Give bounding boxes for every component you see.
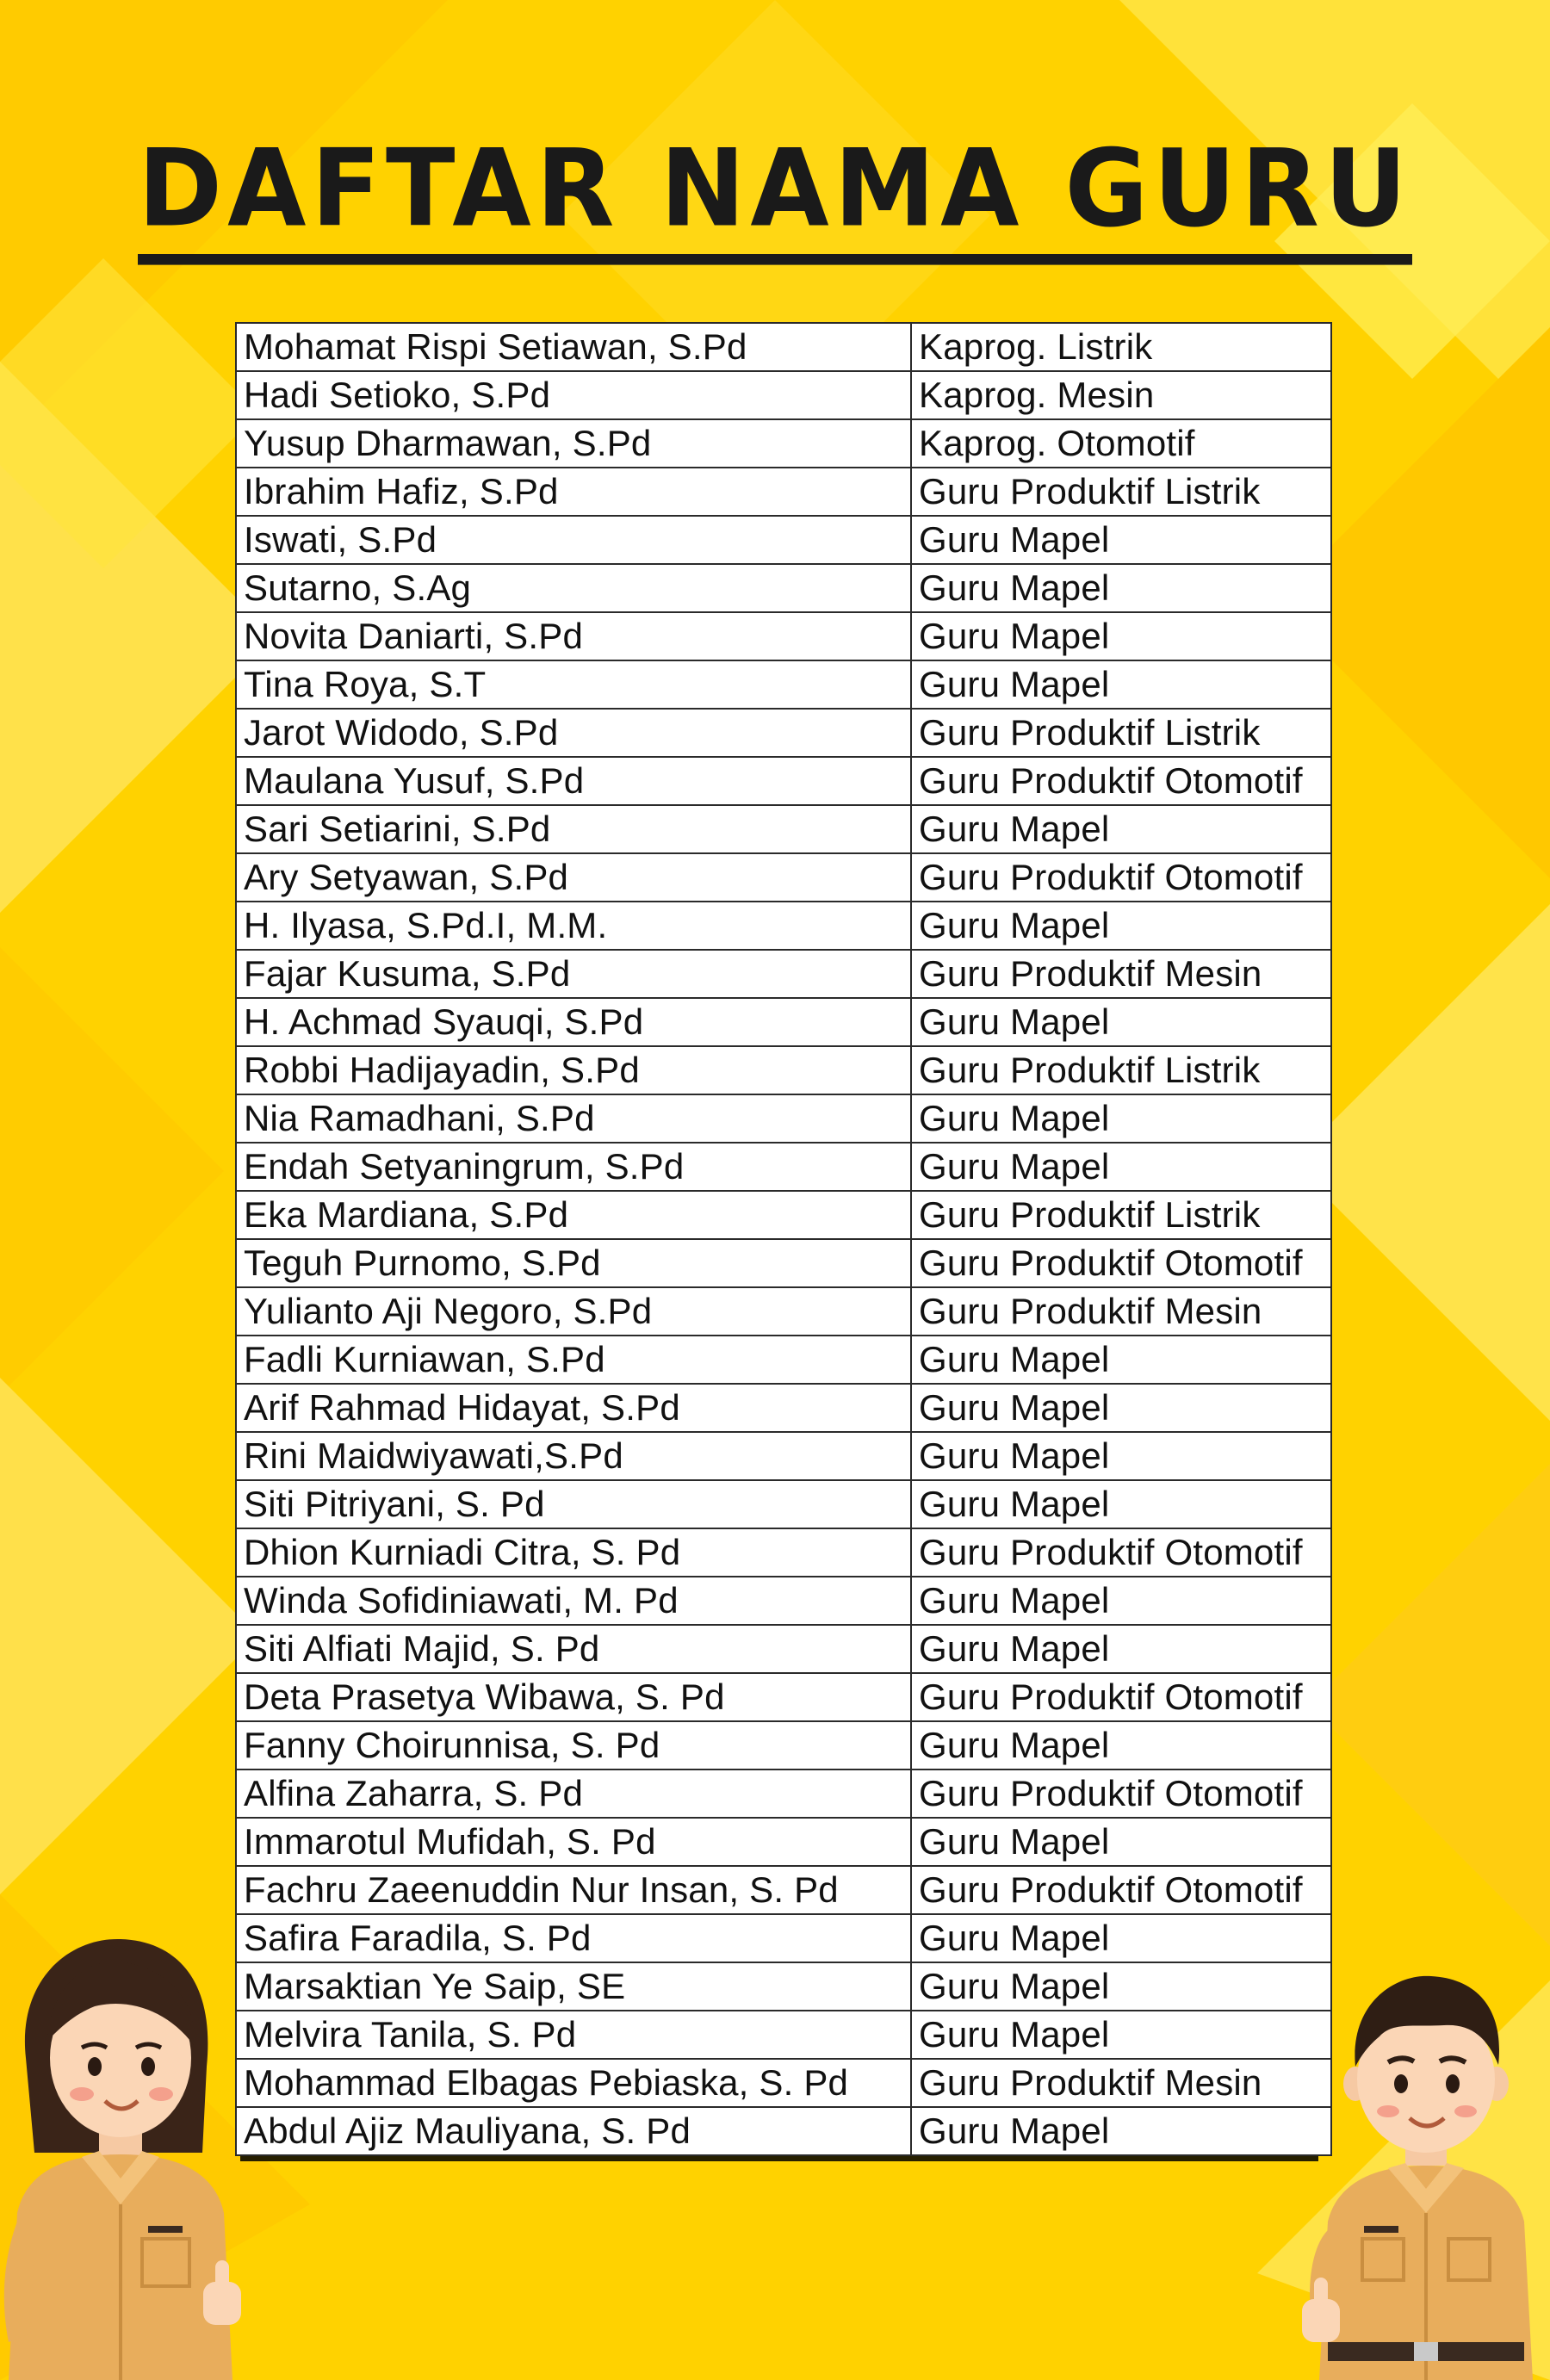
teacher-name-cell: Robbi Hadijayadin, S.Pd	[236, 1046, 911, 1094]
table-row	[236, 1143, 1331, 1191]
teacher-name-cell: Dhion Kurniadi Citra, S. Pd	[236, 1528, 911, 1577]
teacher-name-cell: Eka Mardiana, S.Pd	[236, 1191, 911, 1239]
teacher-name-cell: Maulana Yusuf, S.Pd	[236, 757, 911, 805]
teacher-name-cell: Yulianto Aji Negoro, S.Pd	[236, 1287, 911, 1336]
teacher-name-cell: Mohamat Rispi Setiawan, S.Pd	[236, 323, 911, 371]
teacher-name-cell: Teguh Purnomo, S.Pd	[236, 1239, 911, 1287]
teacher-role-cell: Guru Mapel	[911, 998, 1331, 1046]
teacher-role-cell: Guru Mapel	[911, 516, 1331, 564]
table-row	[236, 2107, 1331, 2155]
table-row	[236, 2011, 1331, 2059]
teacher-name-cell: H. Ilyasa, S.Pd.I, M.M.	[236, 902, 911, 950]
teacher-role-cell: Guru Mapel	[911, 1432, 1331, 1480]
teacher-role-cell: Guru Mapel	[911, 1914, 1331, 1962]
teacher-role-cell: Guru Produktif Otomotif	[911, 1239, 1331, 1287]
table-row	[236, 468, 1331, 516]
teacher-table-container	[235, 322, 1313, 2156]
teacher-role-cell: Guru Mapel	[911, 902, 1331, 950]
teacher-name-cell: Alfina Zaharra, S. Pd	[236, 1770, 911, 1818]
teacher-role-cell: Guru Produktif Otomotif	[911, 1528, 1331, 1577]
teacher-role-cell: Guru Produktif Otomotif	[911, 1673, 1331, 1721]
teacher-name-cell: Mohammad Elbagas Pebiaska, S. Pd	[236, 2059, 911, 2107]
teacher-name-cell: Sutarno, S.Ag	[236, 564, 911, 612]
table-row	[236, 1577, 1331, 1625]
teacher-name-cell: Arif Rahmad Hidayat, S.Pd	[236, 1384, 911, 1432]
teacher-name-cell: Iswati, S.Pd	[236, 516, 911, 564]
table-row	[236, 1191, 1331, 1239]
teacher-name-cell: Ibrahim Hafiz, S.Pd	[236, 468, 911, 516]
teacher-role-cell: Guru Produktif Listrik	[911, 709, 1331, 757]
teacher-role-cell: Guru Mapel	[911, 1818, 1331, 1866]
teacher-role-cell: Guru Mapel	[911, 660, 1331, 709]
table-row	[236, 1480, 1331, 1528]
female-teacher-icon	[0, 1929, 250, 2380]
teacher-name-cell: Fachru Zaeenuddin Nur Insan, S. Pd	[236, 1866, 911, 1914]
table-row	[236, 902, 1331, 950]
teacher-role-cell: Guru Produktif Listrik	[911, 1191, 1331, 1239]
table-row	[236, 1721, 1331, 1770]
teacher-name-cell: Safira Faradila, S. Pd	[236, 1914, 911, 1962]
teacher-role-cell: Guru Mapel	[911, 1480, 1331, 1528]
male-teacher-icon	[1302, 1963, 1550, 2380]
table-row	[236, 1914, 1331, 1962]
teacher-name-cell: Novita Daniarti, S.Pd	[236, 612, 911, 660]
teacher-role-cell: Guru Produktif Otomotif	[911, 853, 1331, 902]
teacher-name-cell: Abdul Ajiz Mauliyana, S. Pd	[236, 2107, 911, 2155]
table-row	[236, 709, 1331, 757]
teacher-role-cell: Guru Produktif Otomotif	[911, 757, 1331, 805]
teacher-role-cell: Guru Mapel	[911, 1721, 1331, 1770]
table-row	[236, 1287, 1331, 1336]
teacher-name-cell: Rini Maidwiyawati,S.Pd	[236, 1432, 911, 1480]
table-row	[236, 323, 1331, 371]
table-row	[236, 1336, 1331, 1384]
teacher-name-cell: Jarot Widodo, S.Pd	[236, 709, 911, 757]
teacher-name-cell: Deta Prasetya Wibawa, S. Pd	[236, 1673, 911, 1721]
teacher-role-cell: Guru Mapel	[911, 612, 1331, 660]
table-row	[236, 516, 1331, 564]
teacher-role-cell: Guru Produktif Listrik	[911, 1046, 1331, 1094]
table-row	[236, 1046, 1331, 1094]
teacher-role-cell: Guru Mapel	[911, 1143, 1331, 1191]
teacher-role-cell: Guru Mapel	[911, 1384, 1331, 1432]
page-title: DAFTAR NAMA GURU	[138, 134, 1412, 264]
table-row	[236, 1528, 1331, 1577]
teacher-name-cell: Fajar Kusuma, S.Pd	[236, 950, 911, 998]
table-row	[236, 1432, 1331, 1480]
teacher-role-cell: Guru Mapel	[911, 2011, 1331, 2059]
teacher-role-cell: Kaprog. Otomotif	[911, 419, 1331, 468]
teacher-name-cell: Fadli Kurniawan, S.Pd	[236, 1336, 911, 1384]
table-row	[236, 1384, 1331, 1432]
teacher-name-cell: Winda Sofidiniawati, M. Pd	[236, 1577, 911, 1625]
teacher-name-cell: Hadi Setioko, S.Pd	[236, 371, 911, 419]
teacher-name-cell: H. Achmad Syauqi, S.Pd	[236, 998, 911, 1046]
teacher-role-cell: Guru Produktif Mesin	[911, 2059, 1331, 2107]
teacher-role-cell: Guru Mapel	[911, 1094, 1331, 1143]
teacher-name-cell: Siti Pitriyani, S. Pd	[236, 1480, 911, 1528]
teacher-name-cell: Yusup Dharmawan, S.Pd	[236, 419, 911, 468]
teacher-name-cell: Ary Setyawan, S.Pd	[236, 853, 911, 902]
table-row	[236, 2059, 1331, 2107]
teacher-role-cell: Guru Produktif Otomotif	[911, 1866, 1331, 1914]
table-row	[236, 1818, 1331, 1866]
table-row	[236, 419, 1331, 468]
table-row	[236, 853, 1331, 902]
teacher-name-cell: Immarotul Mufidah, S. Pd	[236, 1818, 911, 1866]
teacher-role-cell: Guru Mapel	[911, 1625, 1331, 1673]
table-row	[236, 1673, 1331, 1721]
teacher-table-body	[236, 323, 1331, 2155]
teacher-table	[235, 322, 1332, 2156]
teacher-name-cell: Sari Setiarini, S.Pd	[236, 805, 911, 853]
title-container	[0, 125, 1550, 262]
table-row	[236, 1866, 1331, 1914]
teacher-role-cell: Kaprog. Mesin	[911, 371, 1331, 419]
teacher-role-cell: Guru Produktif Mesin	[911, 950, 1331, 998]
teacher-name-cell: Fanny Choirunnisa, S. Pd	[236, 1721, 911, 1770]
table-row	[236, 1770, 1331, 1818]
teacher-role-cell: Guru Mapel	[911, 1962, 1331, 2011]
teacher-name-cell: Marsaktian Ye Saip, SE	[236, 1962, 911, 2011]
table-row	[236, 805, 1331, 853]
table-row	[236, 660, 1331, 709]
teacher-name-cell: Endah Setyaningrum, S.Pd	[236, 1143, 911, 1191]
teacher-name-cell: Tina Roya, S.T	[236, 660, 911, 709]
teacher-role-cell: Kaprog. Listrik	[911, 323, 1331, 371]
teacher-role-cell: Guru Mapel	[911, 2107, 1331, 2155]
table-row	[236, 998, 1331, 1046]
teacher-role-cell: Guru Mapel	[911, 564, 1331, 612]
teacher-role-cell: Guru Mapel	[911, 1577, 1331, 1625]
table-row	[236, 1625, 1331, 1673]
teacher-role-cell: Guru Mapel	[911, 1336, 1331, 1384]
teacher-role-cell: Guru Mapel	[911, 805, 1331, 853]
table-row	[236, 1239, 1331, 1287]
table-row	[236, 371, 1331, 419]
teacher-name-cell: Nia Ramadhani, S.Pd	[236, 1094, 911, 1143]
table-row	[236, 1094, 1331, 1143]
teacher-role-cell: Guru Produktif Mesin	[911, 1287, 1331, 1336]
teacher-role-cell: Guru Produktif Listrik	[911, 468, 1331, 516]
teacher-role-cell: Guru Produktif Otomotif	[911, 1770, 1331, 1818]
table-row	[236, 564, 1331, 612]
teacher-name-cell: Siti Alfiati Majid, S. Pd	[236, 1625, 911, 1673]
table-row	[236, 757, 1331, 805]
table-row	[236, 1962, 1331, 2011]
teacher-name-cell: Melvira Tanila, S. Pd	[236, 2011, 911, 2059]
table-row	[236, 950, 1331, 998]
table-row	[236, 612, 1331, 660]
